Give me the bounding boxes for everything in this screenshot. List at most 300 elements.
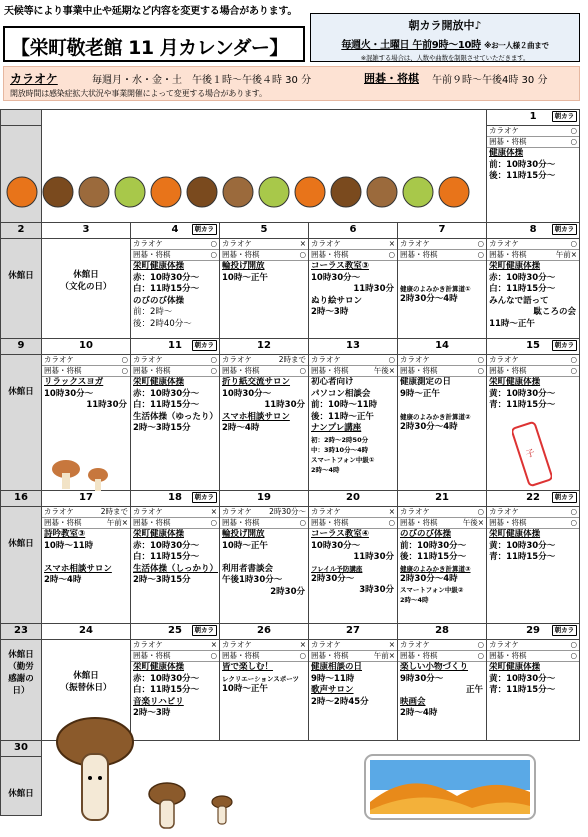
igo-mark: ○: [477, 366, 485, 375]
mushroom-illustration: [50, 710, 250, 832]
karaoke-mark: ×: [210, 640, 217, 649]
day-number-cell: [220, 491, 309, 507]
event-line: 2時30分: [270, 586, 305, 597]
igo-status: 囲碁・将棋 午後×: [311, 366, 395, 375]
fruit-icon: [151, 177, 181, 207]
karaoke-status: カラオケ 2時まで: [44, 507, 128, 516]
event-line: 2時～3時15分: [133, 423, 191, 433]
day-number: 10: [79, 340, 93, 351]
igo-mark: ○: [299, 250, 306, 259]
igo-mark: 午前×: [373, 651, 395, 660]
closed-label: 休館日 （文化の日）: [60, 270, 112, 292]
event-line: リラックスヨガ: [44, 377, 104, 387]
igo-mark: ○: [121, 366, 128, 375]
karaoke-mark: ○: [477, 640, 485, 649]
day-number: 11 朝カラ: [131, 339, 219, 354]
asa-limit: ※お一人様２曲まで: [484, 41, 549, 50]
igo-mark: ○: [210, 651, 217, 660]
igo-status: 囲碁・将棋 ○: [133, 366, 217, 375]
igo-mark: ○: [570, 518, 578, 527]
event-line: 10時～正午: [222, 272, 268, 283]
event-line: 利用者書談会: [222, 563, 274, 574]
day-number: 8 朝カラ: [487, 223, 579, 238]
igo-status: 囲碁・将棋 ○: [222, 518, 306, 527]
karaoke-status: カラオケ ○: [44, 355, 128, 364]
event-line: 健康体操: [489, 148, 524, 158]
igo-mark: ○: [570, 651, 578, 660]
igo-status: 囲碁・将棋 ○: [222, 651, 306, 660]
day-number: 14: [435, 340, 449, 351]
day-number-cell: [398, 339, 487, 355]
event-line: 10時30分～: [44, 388, 94, 399]
asa-karaoke-tag: 朝カラ: [552, 492, 578, 503]
day-cell: [487, 640, 580, 741]
igo-label: 囲碁・将棋: [364, 72, 419, 85]
day-cell: [131, 355, 220, 491]
autumn-mountain-illustration: [362, 752, 538, 822]
karaoke-mark: ○: [477, 507, 485, 516]
asa-karaoke-tag: 朝カラ: [552, 625, 578, 636]
igo-mark: ○: [299, 518, 306, 527]
day-cell: [398, 640, 487, 741]
day-number: 26: [257, 625, 271, 636]
event-line: のびのび体操: [400, 529, 452, 539]
event-line: 2時～4時: [400, 708, 438, 718]
event-line: 皆で楽しむ！: [222, 662, 274, 672]
event-line: 9時30分～: [400, 673, 444, 684]
event-line: 黄：10時30分～: [489, 540, 556, 551]
event-line: 初：2時～2時50分: [311, 435, 369, 444]
day-number: 21: [435, 492, 449, 503]
igo-status: 囲碁・将棋 午前×: [44, 518, 128, 527]
igo-mark: ○: [570, 137, 578, 146]
event-line: 青：11時15分～: [489, 400, 556, 410]
karaoke-mark: ×: [388, 239, 395, 248]
day-number: 30: [1, 741, 41, 756]
event-line: 駄ころの会: [533, 307, 577, 317]
day-cell: [309, 640, 398, 741]
day-number-cell: [487, 624, 580, 640]
day-number-cell: [131, 339, 220, 355]
karaoke-status: カラオケ 2時30分～: [222, 507, 306, 516]
event-line: 2時～3時: [311, 307, 349, 317]
sunday-cell: [1, 507, 42, 624]
event-line: ナンプレ講座: [311, 423, 362, 433]
igo-mark: 午後×: [462, 518, 485, 527]
karaoke-mark: 2時30分～: [269, 507, 306, 516]
event-line: 生活体操（ゆったり）: [133, 411, 218, 422]
igo-mark: ○: [210, 366, 217, 375]
event-line: 赤：10時30分～: [133, 540, 200, 551]
day-number: 1 朝カラ: [487, 110, 579, 125]
day-number: 24: [79, 625, 93, 636]
igo-mark: ○: [570, 366, 578, 375]
day-number: 25 朝カラ: [131, 624, 219, 639]
event-line: 黄：10時30分～: [489, 673, 556, 684]
karaoke-status: カラオケ ○: [489, 640, 578, 649]
karaoke-mark: ○: [477, 239, 485, 248]
fruit-icon: [295, 177, 325, 207]
igo-status: 囲碁・将棋 ○: [400, 250, 485, 259]
day-cell: [309, 239, 398, 339]
fruit-icon: [403, 177, 433, 207]
event-line: 9時～正午: [400, 388, 440, 399]
sunday-cell: [1, 640, 42, 741]
event-line: 栄町健康体操: [489, 529, 541, 539]
event-line: 赤：10時30分～: [133, 272, 200, 283]
karaoke-mark: ×: [299, 640, 306, 649]
sunday-number-cell: [1, 339, 42, 355]
event-line: 2時～2時45分: [311, 696, 369, 707]
event-line: 生活体操（しっかり）: [133, 563, 219, 574]
open-schedule-band: [3, 66, 580, 101]
event-line: 音楽リハビリ: [133, 696, 184, 707]
event-line: スマートフォン中級②: [400, 586, 464, 594]
karaoke-status: カラオケ ○: [400, 507, 485, 516]
igo-mark: ○: [388, 518, 395, 527]
day-number-cell: [398, 624, 487, 640]
event-line: [220, 552, 308, 564]
fruit-icon: [367, 177, 397, 207]
day-cell: [220, 355, 309, 491]
day-number-cell: [487, 110, 580, 126]
karaoke-status: カラオケ ○: [400, 640, 485, 649]
fruit-icon: [331, 177, 361, 207]
igo-status: 囲碁・将棋 ○: [133, 651, 217, 660]
day-number: 15 朝カラ: [487, 339, 579, 354]
event-line: 10時～11時: [44, 540, 94, 551]
karaoke-mark: 2時まで: [278, 355, 306, 364]
fruit-icon: [43, 177, 73, 207]
day-cell: [398, 239, 487, 339]
karaoke-status: カラオケ ○: [489, 126, 578, 135]
day-number: 13: [346, 340, 360, 351]
closed-label: 休館日 （振替休日）: [60, 671, 112, 693]
day-cell: [42, 239, 131, 339]
asa-karaoke-tag: 朝カラ: [552, 340, 578, 351]
sunday-cell: [1, 239, 42, 339]
event-line: パソコン相談会: [311, 388, 371, 399]
sunday-closed-label: 休館日: [8, 387, 34, 397]
event-line: 前：10時～11時: [311, 400, 378, 410]
autumn-fruit-illustration: [2, 170, 482, 212]
igo-status: 囲碁・将棋 ○: [400, 366, 485, 375]
event-line: 初心者向け: [311, 377, 354, 387]
event-line: ぬり絵サロン: [311, 295, 363, 306]
karaoke-mark: ×: [210, 507, 217, 516]
karaoke-mark: ○: [477, 355, 485, 364]
igo-mark: ○: [210, 250, 217, 259]
day-number: 6: [349, 224, 357, 235]
event-line: 健康のよみかき計算道①: [400, 285, 471, 293]
event-line: 青：11時15分～: [489, 685, 556, 695]
sunday-cell: [1, 757, 42, 816]
asa-schedule: [311, 36, 579, 51]
day-cell: [131, 239, 220, 339]
day-cell: [309, 507, 398, 624]
fruit-icon: [223, 177, 253, 207]
karaoke-mark: ×: [388, 507, 395, 516]
fruit-icon: [259, 177, 289, 207]
karaoke-status: カラオケ ○: [133, 239, 217, 248]
small-mushrooms-illustration: [48, 455, 118, 493]
day-number-cell: [42, 223, 131, 239]
karaoke-status: カラオケ ×: [133, 507, 217, 516]
karaoke-status: カラオケ ×: [222, 239, 306, 248]
karaoke-mark: ○: [210, 239, 217, 248]
event-line: 白：11時15分～: [489, 284, 556, 294]
karaoke-status: カラオケ ○: [400, 239, 485, 248]
event-line: [42, 552, 130, 564]
igo-mark: ○: [477, 250, 485, 259]
event-line: 中：3時10分～4時: [311, 445, 369, 454]
day-number: 22 朝カラ: [487, 491, 579, 506]
day-cell: [309, 355, 398, 491]
sunday-closed-label: 休館日: [8, 271, 34, 281]
day-number-cell: [398, 223, 487, 239]
event-line: 赤：10時30分～: [133, 673, 200, 684]
igo-mark: ○: [299, 366, 306, 375]
event-line: 栄町健康体操: [133, 261, 185, 271]
karaoke-mark: ○: [570, 355, 578, 364]
day-number: [1, 110, 41, 125]
event-line: 栄町健康体操: [489, 662, 541, 672]
asa-karaoke-tag: 朝カラ: [192, 492, 218, 503]
igo-status: 囲碁・将棋 ○: [44, 366, 128, 375]
day-number-cell: [220, 223, 309, 239]
sunday-cell: [1, 355, 42, 491]
igo-time: 午前９時～午後4時 30 分: [432, 75, 548, 86]
event-line: 11時30分: [353, 552, 394, 562]
day-number-cell: [487, 491, 580, 507]
event-line: レクリエーションスポーツ: [222, 674, 300, 683]
fruit-icon: [79, 177, 109, 207]
event-line: 栄町健康体操: [133, 529, 185, 539]
event-line: 正午: [466, 685, 484, 695]
igo-mark: 午後×: [373, 366, 395, 375]
event-line: [398, 261, 486, 273]
day-number: 18 朝カラ: [131, 491, 219, 506]
event-line: 赤：10時30分～: [133, 388, 200, 399]
igo-status: 囲碁・将棋 ○: [222, 250, 306, 259]
day-cell: [131, 507, 220, 624]
igo-status: 囲碁・将棋 午後×: [400, 518, 485, 527]
event-line: 後：11時～正午: [311, 411, 374, 422]
sunday-closed-label: [1, 126, 41, 156]
event-line: 健康測定の日: [400, 377, 452, 387]
day-number: 3: [82, 224, 90, 235]
asa-title: 朝カラ開放中♪: [408, 19, 482, 32]
event-line: 歌声サロン: [311, 685, 354, 695]
igo-status: 囲碁・将棋 ○: [311, 518, 395, 527]
day-number: 12: [257, 340, 271, 351]
event-line: 白：11時15分～: [133, 552, 200, 562]
fruit-icon: [187, 177, 217, 207]
event-line: 健康のよみかき計算道③: [400, 564, 471, 573]
event-line: 11時30分: [353, 284, 394, 294]
karaoke-mark: ○: [121, 355, 128, 364]
event-line: 輪投げ開放: [222, 261, 265, 271]
asa-time: 毎週火・土曜日 午前9時～10時: [341, 40, 481, 51]
day-number-cell: [398, 491, 487, 507]
karaoke-status: カラオケ ×: [133, 640, 217, 649]
event-line: スマートフォン中級①: [311, 455, 375, 464]
day-number-cell: [131, 223, 220, 239]
asa-karaoke-tag: 朝カラ: [192, 224, 218, 235]
sunday-number-cell: [1, 624, 42, 640]
karaoke-mark: ○: [210, 355, 217, 364]
event-line: フレイル予防講座: [311, 564, 363, 573]
igo-status: 囲碁・将棋 ○: [489, 651, 578, 660]
day-cell: [487, 239, 580, 339]
day-number: 29 朝カラ: [487, 624, 579, 639]
asa-karaoke-tag: 朝カラ: [552, 111, 578, 122]
igo-mark: ○: [388, 250, 395, 259]
igo-mark: ○: [477, 651, 485, 660]
event-line: 3時30分: [359, 585, 394, 595]
karaoke-status: カラオケ ×: [311, 239, 395, 248]
day-number: 2: [1, 223, 41, 238]
event-line: [398, 273, 486, 285]
band-note: 開放時間は感染症拡大状況や事業開催によって変更する場合があります。: [10, 89, 267, 98]
day-cell: [398, 507, 487, 624]
event-line: 映画会: [400, 696, 426, 707]
karaoke-time: 毎週月・水・金・土 午後１時～午後４時 30 分: [92, 75, 312, 86]
event-line: 健康のよみかき計算道②: [400, 412, 471, 421]
event-line: 白：11時15分～: [133, 284, 200, 294]
sunday-closed-label: 休館日 （勤労 感謝の 日）: [8, 650, 34, 696]
karaoke-status: カラオケ ○: [489, 507, 578, 516]
event-line: 詩吟教室③: [44, 529, 86, 539]
igo-status: 囲碁・将棋 ○: [133, 250, 217, 259]
igo-mark: 午前×: [555, 250, 578, 259]
event-line: 2時30分～4時: [400, 421, 458, 432]
sunday-number-cell: [1, 223, 42, 239]
day-cell: [487, 126, 580, 223]
event-line: 11時30分: [86, 400, 127, 410]
top-notice: 天候等により事業中止や延期など内容を変更する場合があります。: [4, 6, 298, 17]
event-line: 前：2時～: [133, 307, 173, 317]
karaoke-label: カラオケ: [10, 72, 58, 86]
karaoke-mark: ○: [570, 239, 578, 248]
day-cell: [42, 507, 131, 624]
fruit-icon: [7, 177, 37, 207]
event-line: 後：11時15分～: [400, 552, 467, 562]
event-line: 青：11時15分～: [489, 552, 556, 562]
day-number: 16: [1, 491, 41, 506]
event-line: 栄町健康体操: [133, 662, 185, 672]
day-number: 28: [435, 625, 449, 636]
asa-karaoke-tag: 朝カラ: [552, 224, 578, 235]
event-line: 2時～3時: [133, 708, 171, 718]
event-line: 前：10時30分～: [489, 159, 556, 170]
event-line: 2時30分～: [311, 573, 355, 584]
event-line: 9時～11時: [311, 673, 355, 684]
igo-status: 囲碁・将棋 午前×: [489, 250, 578, 259]
day-number: 5: [260, 224, 268, 235]
asa-karaoke-tag: 朝カラ: [192, 625, 218, 636]
day-number-cell: [487, 223, 580, 239]
day-number: 19: [257, 492, 271, 503]
igo-mark: ○: [210, 518, 217, 527]
igo-status: 囲碁・将棋 ○: [222, 366, 306, 375]
karaoke-mark: ×: [388, 640, 395, 649]
chitose-ame-candy-illustration: [512, 418, 552, 490]
day-number-cell: [42, 339, 131, 355]
svg-text:子: 子: [524, 448, 537, 461]
karaoke-mark: 2時まで: [100, 507, 128, 516]
sunday-number-cell: [1, 110, 42, 126]
day-number-cell: [220, 624, 309, 640]
sunday-closed-label: 休館日: [8, 789, 34, 799]
day-number-cell: [42, 624, 131, 640]
event-line: コーラス教室④: [311, 529, 369, 539]
day-number-cell: [131, 624, 220, 640]
day-cell: [220, 507, 309, 624]
event-line: 2時～3時15分: [133, 575, 191, 585]
igo-status: 囲碁・将棋 ○: [311, 250, 395, 259]
event-line: 後：11時15分～: [489, 171, 556, 181]
day-number-cell: [309, 624, 398, 640]
karaoke-status: カラオケ ×: [222, 640, 306, 649]
igo-status: 囲碁・将棋 ○: [400, 651, 485, 660]
day-number: 7: [438, 224, 446, 235]
karaoke-mark: ○: [570, 507, 578, 516]
page-title: 【栄町敬老館 11 月カレンダー】: [3, 26, 305, 62]
event-line: 10時～正午: [222, 683, 268, 694]
karaoke-mark: ○: [388, 355, 395, 364]
event-line: 10時～正午: [222, 540, 268, 551]
event-line: 栄町健康体操: [133, 377, 185, 387]
event-line: 栄町健康体操: [489, 377, 541, 387]
karaoke-status: カラオケ ×: [311, 507, 395, 516]
day-number: 17: [79, 492, 93, 503]
day-number-cell: [487, 339, 580, 355]
fruit-icon: [439, 177, 469, 207]
karaoke-status: カラオケ ○: [311, 355, 395, 364]
day-number-cell: [220, 339, 309, 355]
event-line: 白：11時15分～: [133, 400, 200, 410]
sunday-number-cell: [1, 741, 42, 757]
event-line: 10時30分～: [311, 272, 361, 283]
sunday-closed-label: 休館日: [8, 539, 34, 549]
igo-status: 囲碁・将棋 午前×: [311, 651, 395, 660]
karaoke-status: カラオケ ○: [400, 355, 485, 364]
event-line: 2時30分～4時: [400, 573, 458, 584]
event-line: スマホ相談サロン: [222, 411, 290, 422]
event-line: 後：2時40分～: [133, 318, 192, 329]
event-line: 折り紙交流サロン: [222, 377, 291, 387]
event-line: 2時～4時: [400, 596, 429, 604]
event-line: みんなで語って: [489, 295, 549, 306]
asa-note: ※混雑する場合は、人数や曲数を制限させていただきます。: [360, 54, 530, 62]
day-number-cell: [309, 223, 398, 239]
event-line: 楽しい小物づくり: [400, 662, 469, 672]
event-line: 午後1時30分～: [222, 575, 283, 585]
igo-status: 囲碁・将棋 ○: [133, 518, 217, 527]
sunday-number-cell: [1, 491, 42, 507]
event-line: のびのび体操: [133, 295, 185, 306]
day-number-cell: [309, 339, 398, 355]
karaoke-status: カラオケ ×: [311, 640, 395, 649]
day-number: 27: [346, 625, 360, 636]
event-line: 11時30分: [264, 400, 305, 410]
fruit-icon: [115, 177, 145, 207]
day-number: 23: [1, 624, 41, 639]
event-line: 前：10時30分～: [400, 540, 467, 551]
event-line: 10時30分～: [222, 388, 272, 399]
event-line: 健康相談の日: [311, 662, 363, 672]
